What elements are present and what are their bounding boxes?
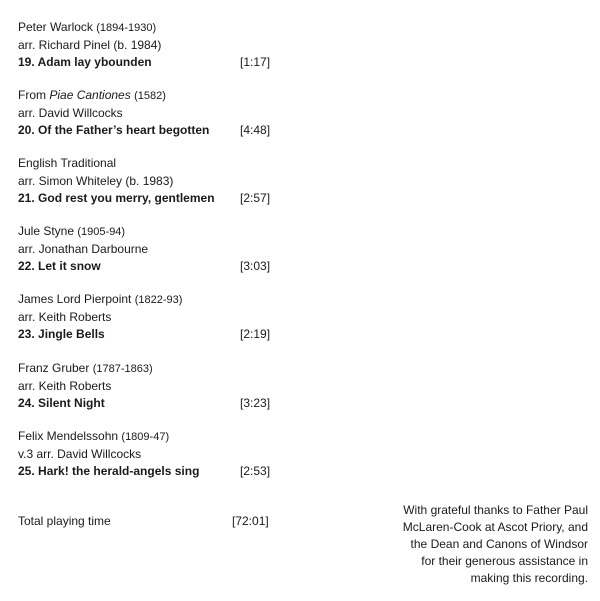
arranger-line: arr. Jonathan Darbourne	[18, 242, 149, 256]
track-24	[18, 360, 278, 412]
title-line	[18, 122, 278, 139]
acknowledgements	[368, 502, 588, 587]
composer-name: James Lord Pierpoint	[18, 292, 132, 306]
total-playing-time	[18, 513, 278, 530]
composer-name: Felix Mendelssohn	[18, 429, 119, 443]
arranger-line: v.3 arr. David Willcocks	[18, 447, 142, 461]
composer-dates: (1894-1930)	[96, 22, 157, 34]
composer-name: Peter Warlock	[18, 20, 93, 34]
title-line	[18, 258, 278, 275]
track-title: Jingle Bells	[38, 327, 105, 341]
total-label: Total playing time	[18, 514, 111, 528]
acknowledgement-line: for their generous assistance in	[421, 554, 588, 568]
composer-line	[18, 155, 278, 173]
composer-dates: (1905-94)	[77, 226, 126, 238]
track-number: 20.	[18, 123, 35, 137]
track-duration: [3:03]	[240, 259, 271, 273]
title-line	[18, 190, 278, 207]
arranger-line: arr. Richard Pinel (b. 1984)	[18, 38, 162, 52]
total-duration: [72:01]	[232, 514, 269, 528]
composer-name: Jule Styne	[18, 224, 75, 238]
track-title: Let it snow	[38, 259, 101, 273]
track-23	[18, 291, 278, 343]
track-21	[18, 155, 278, 207]
acknowledgement-line: the Dean and Canons of Windsor	[410, 537, 588, 551]
track-25	[18, 428, 278, 480]
composer-prefix: From	[18, 88, 50, 102]
composer-line	[18, 360, 278, 378]
track-title: Of the Father’s heart begotten	[38, 123, 210, 137]
track-title: God rest you merry, gentlemen	[38, 191, 215, 205]
title-line	[18, 326, 278, 343]
track-duration: [2:53]	[240, 464, 271, 478]
arranger-line: arr. Keith Roberts	[18, 379, 112, 393]
track-duration: [4:48]	[240, 123, 271, 137]
arranger-line: arr. Keith Roberts	[18, 310, 112, 324]
track-title: Silent Night	[38, 396, 105, 410]
title-line	[18, 463, 278, 480]
arranger-line: arr. Simon Whiteley (b. 1983)	[18, 174, 174, 188]
track-number: 24.	[18, 396, 35, 410]
composer-name: English Traditional	[18, 156, 117, 170]
track-number: 23.	[18, 327, 35, 341]
acknowledgement-line: making this recording.	[470, 571, 588, 585]
acknowledgement-line: McLaren-Cook at Ascot Priory, and	[402, 520, 588, 534]
track-title: Adam lay ybounden	[37, 55, 152, 69]
composer-name: Franz Gruber	[18, 361, 90, 375]
track-number: 22.	[18, 259, 35, 273]
arranger-line: arr. David Willcocks	[18, 106, 123, 120]
composer-line	[18, 223, 278, 241]
composer-dates: (1809-47)	[121, 431, 170, 443]
track-duration: [2:57]	[240, 191, 271, 205]
track-number: 19.	[18, 55, 35, 69]
acknowledgement-line: With grateful thanks to Father Paul	[403, 503, 588, 517]
track-duration: [3:23]	[240, 396, 271, 410]
track-duration: [1:17]	[240, 55, 271, 69]
track-number: 21.	[18, 191, 35, 205]
composer-dates: (1822-93)	[134, 294, 183, 306]
composer-line	[18, 428, 278, 446]
track-number: 25.	[18, 464, 35, 478]
composer-name: Piae Cantiones	[49, 88, 131, 102]
track-22	[18, 223, 278, 275]
composer-line	[18, 19, 278, 37]
track-20	[18, 87, 278, 139]
composer-dates: (1787-1863)	[92, 363, 153, 375]
composer-dates: (1582)	[134, 90, 166, 102]
track-title: Hark! the herald-angels sing	[38, 464, 200, 478]
track-19	[18, 19, 278, 71]
composer-line	[18, 87, 278, 105]
title-line	[18, 395, 278, 412]
composer-line	[18, 291, 278, 309]
title-line	[18, 54, 278, 71]
track-duration: [2:19]	[240, 327, 271, 341]
